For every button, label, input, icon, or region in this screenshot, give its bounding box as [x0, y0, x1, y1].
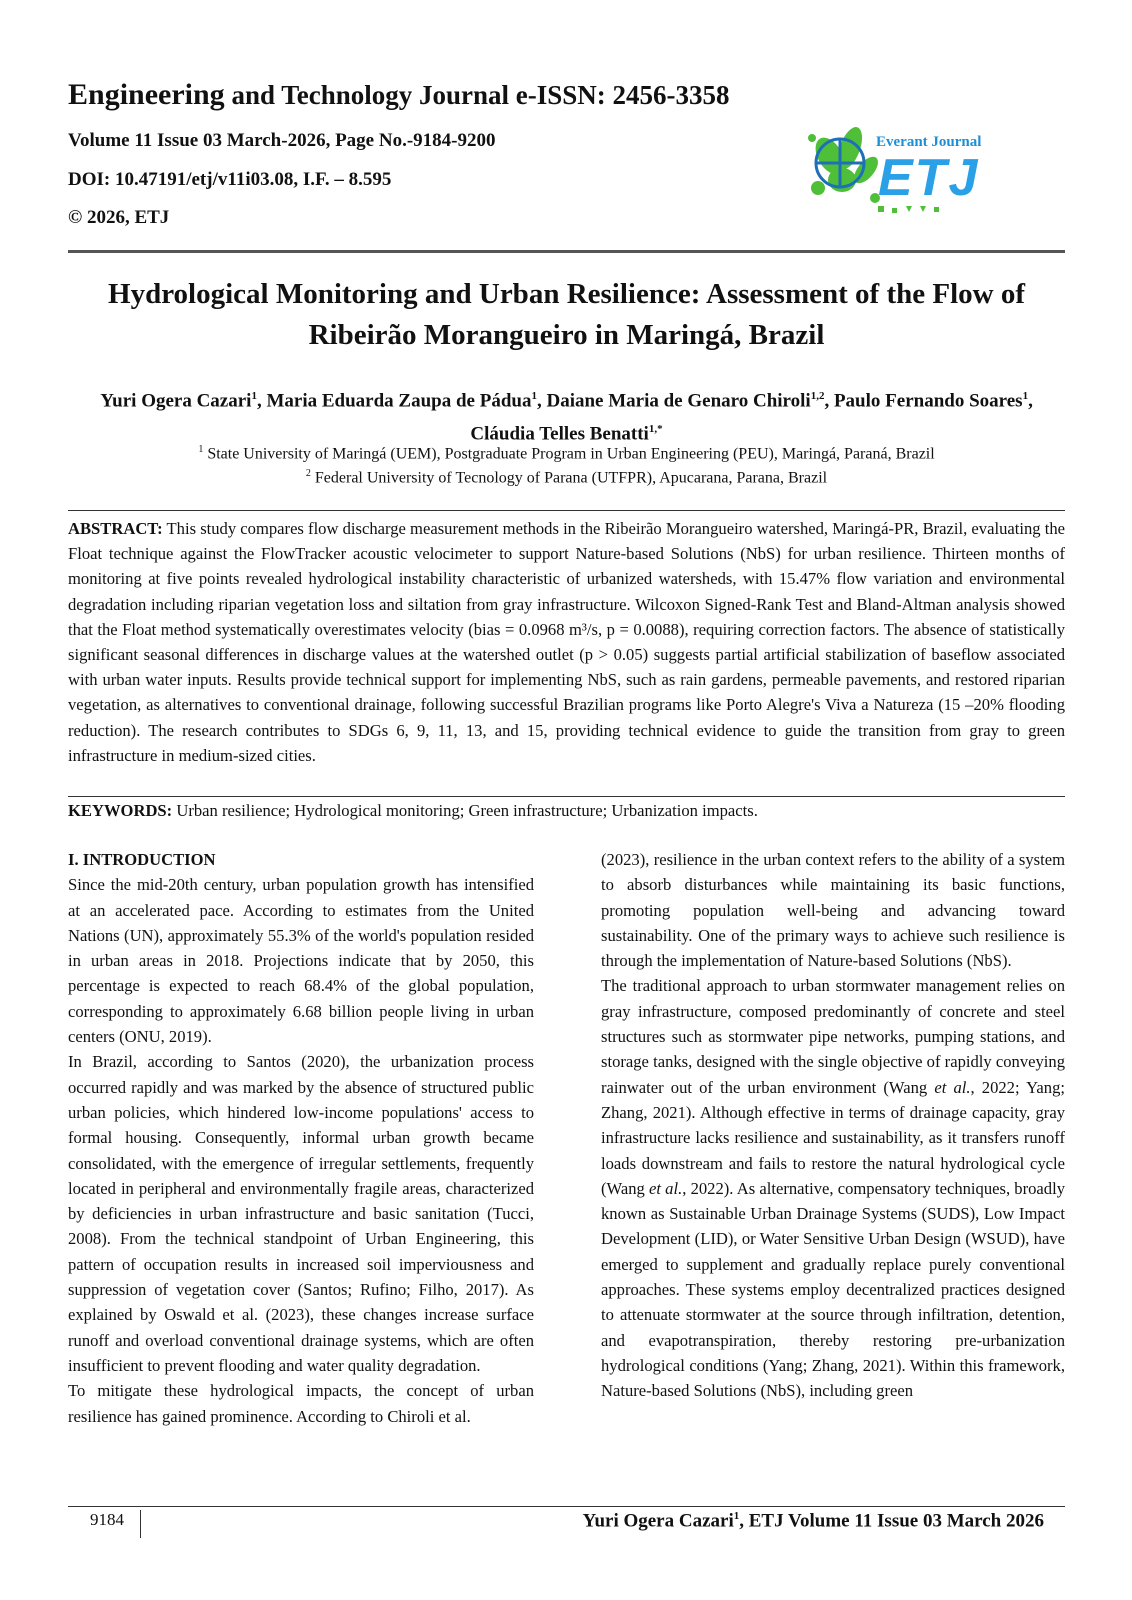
header-divider — [68, 250, 1065, 253]
abstract-text: This study compares flow discharge measurement methods in the Ribeirão Morangueiro watershed, Maringá-PR, Brazil, evaluating the Float technique against the FlowTracker acoustic velocimeter to support Nature-based Solutions (NbS) for urban resilience. Thirteen months of monitoring at five points revealed hydrological instability characteristic of urbanized watersheds, with 15.47% flow variation and environmental degradation including riparian vegetation loss and siltation from gray infrastructure. Wilcoxon Signed-Rank Test and Bland-Altman analysis showed that the Float method systematically overestimates velocity (bias = 0.0968 m³/s, p = 0.0088), requiring correction factors. The absence of statistically significant seasonal differences in discharge values at the watershed outlet (p > 0.05) suggests partial artificial stabilization of baseflow associated with urban water inputs. Results provide technical support for implementing NbS, such as rain gardens, permeable pavements, and restored riparian vegetation, as alternatives to conventional drainage, following successful Brazilian programs like Porto Alegre's Viva a Natureza (15 –20% flooding reduction). The research contributes to SDGs 6, 9, 11, 13, and 15, providing technical evidence to guide the transition from gray to green infrastructure in medium-sized cities. — [68, 519, 1065, 765]
citation-et-al: et al. — [934, 1077, 971, 1097]
affiliation-text: Federal University of Tecnology of Parana (UTFPR), Apucarana, Parana, Brazil — [314, 469, 828, 487]
author-name: , Daiane Maria de Genaro Chiroli — [536, 390, 811, 412]
footer-separator — [140, 1510, 141, 1538]
citation-et-al: et al. — [649, 1178, 683, 1198]
journal-title-rest: and Technology Journal e-ISSN: 2456-3358 — [231, 80, 730, 110]
paragraph: In Brazil, according to Santos (2020), the urbanization process occurred rapidly and was marked by the absence of structured public urban policies, which hindered low-income populations' access to formal housing. Consequently, informal urban growth became consolidated, with the emergence of irregular settlements, frequently located in peripheral and environmentally fragile areas, characterized by deficiencies in urban infrastructure and basic sanitation (Tucci, 2008). From the technical standpoint of Urban Engineering, this pattern of occupation results in increased soil imperviousness and suppression of vegetation cover (Santos; Rufino; Filho, 2017). As explained by Oswald et al. (2023), these changes increase surface runoff and overload conventional drainage systems, which are often insufficient to prevent flooding and water quality degradation. — [68, 1052, 534, 1375]
logo-brand-text: Everant Journal — [876, 134, 982, 150]
footer-rule — [68, 1506, 1065, 1507]
paper-title — [68, 274, 1065, 356]
etj-logo — [800, 118, 1015, 226]
author-affiliation-mark: 1 — [1022, 390, 1029, 402]
author-name: Yuri Ogera Cazari — [100, 390, 252, 412]
section-heading-introduction: I. INTRODUCTION — [68, 850, 216, 869]
paragraph — [601, 973, 1065, 1403]
journal-title-first-word: Engineering — [68, 78, 225, 111]
paragraph: To mitigate these hydrological impacts, the concept of urban resilience has gained prominence. According to Chiroli et al. — [68, 1381, 534, 1426]
abstract-bottom-rule — [68, 796, 1065, 797]
copyright-line: © 2026, ETJ — [68, 207, 170, 228]
author-name: , Maria Eduarda Zaupa de Pádua — [256, 390, 532, 412]
keywords-text: Urban resilience; Hydrological monitoring; Green infrastructure; Urbanization impacts. — [176, 801, 758, 820]
footer-author: Yuri Ogera Cazari — [582, 1510, 734, 1532]
logo-etj-text: ETJ — [878, 149, 980, 207]
journal-title — [68, 78, 730, 112]
left-column — [68, 847, 534, 1429]
doi-line: DOI: 10.47191/etj/v11i03.08, I.F. – 8.595 — [68, 169, 392, 190]
abstract-label: ABSTRACT: — [68, 519, 163, 538]
abstract-top-rule — [68, 510, 1065, 511]
paragraph: (2023), resilience in the urban context refers to the ability of a system to absorb disturbances while maintaining its basic functions, promoting population well-being and advancing toward sustainability. One of the primary ways to achieve such resilience is through the implementation of Nature-based Solutions (NbS). — [601, 850, 1065, 971]
author-list — [68, 382, 1065, 449]
affiliation-2 — [68, 464, 1065, 488]
paragraph-text: The traditional approach to urban stormwater management relies on gray infrastructure, composed predominantly of concrete and steel structures such as stormwater pipe networks, pumping stations, and storage tanks, designed with the single objective of rapidly conveying rainwater out of the urban environment (Wang — [601, 976, 1065, 1097]
footer-author-mark: 1 — [733, 1510, 740, 1522]
paper-title-line-2: Ribeirão Morangueiro in Maringá, Brazil — [308, 319, 825, 351]
footer-journal: , ETJ Volume 11 Issue 03 March 2026 — [739, 1510, 1044, 1532]
paragraph: Since the mid-20th century, urban population growth has intensified at an accelerated pace. According to estimates from the United Nations (UN), approximately 55.3% of the world's population resided in urban areas in 2018. Projections indicate that by 2050, this percentage is expected to reach 68.4% of the global population, corresponding to approximately 6.68 billion people living in urban centers (ONU, 2019). — [68, 875, 534, 1047]
author-affiliation-mark: 1 — [531, 390, 537, 402]
author-name: , Cláudia Telles Benatti — [470, 390, 1033, 445]
author-name: , Paulo Fernando Soares — [824, 390, 1023, 412]
keywords — [68, 799, 1065, 823]
affiliation-1 — [68, 440, 1065, 464]
paper-title-line-1: Hydrological Monitoring and Urban Resilience: Assessment of the Flow of — [108, 278, 1025, 310]
paragraph-text: , 2022). As alternative, compensatory techniques, broadly known as Sustainable Urban Drainage Systems (SUDS), Low Impact Development (LID), or Water Sensitive Urban Design (WSUD), have emerged to supplement and gradually replace purely conventional approaches. These systems employ decentralized practices designed to attenuate stormwater at the source through infiltration, detention, and evapotranspiration, thereby restoring pre-urbanization hydrological conditions (Yang; Zhang, 2021). Within this framework, Nature-based Solutions (NbS), including green — [601, 1178, 1065, 1401]
affiliation-text: State University of Maringá (UEM), Postgraduate Program in Urban Engineering (PEU), Maringá, Paraná, Brazil — [207, 445, 935, 463]
right-column — [601, 847, 1065, 1404]
affiliation-number: 1 — [198, 444, 204, 455]
author-affiliation-mark: 1 — [251, 390, 257, 402]
affiliation-number: 2 — [305, 468, 311, 479]
author-affiliation-mark: 1,* — [648, 423, 663, 436]
page-number: 9184 — [90, 1510, 124, 1529]
abstract — [68, 516, 1065, 768]
running-footer — [582, 1510, 1044, 1532]
paragraph-text: , 2022; Yang; Zhang, 2021). Although effective in terms of drainage capacity, gray infrastructure lacks resilience and sustainability, as it transfers runoff loads downstream and fails to restore the natural hydrological cycle (Wang — [601, 1077, 1065, 1198]
volume-line: Volume 11 Issue 03 March-2026, Page No.-9184-9200 — [68, 130, 496, 151]
keywords-label: KEYWORDS: — [68, 801, 173, 820]
author-affiliation-mark: 1,2 — [810, 390, 825, 402]
